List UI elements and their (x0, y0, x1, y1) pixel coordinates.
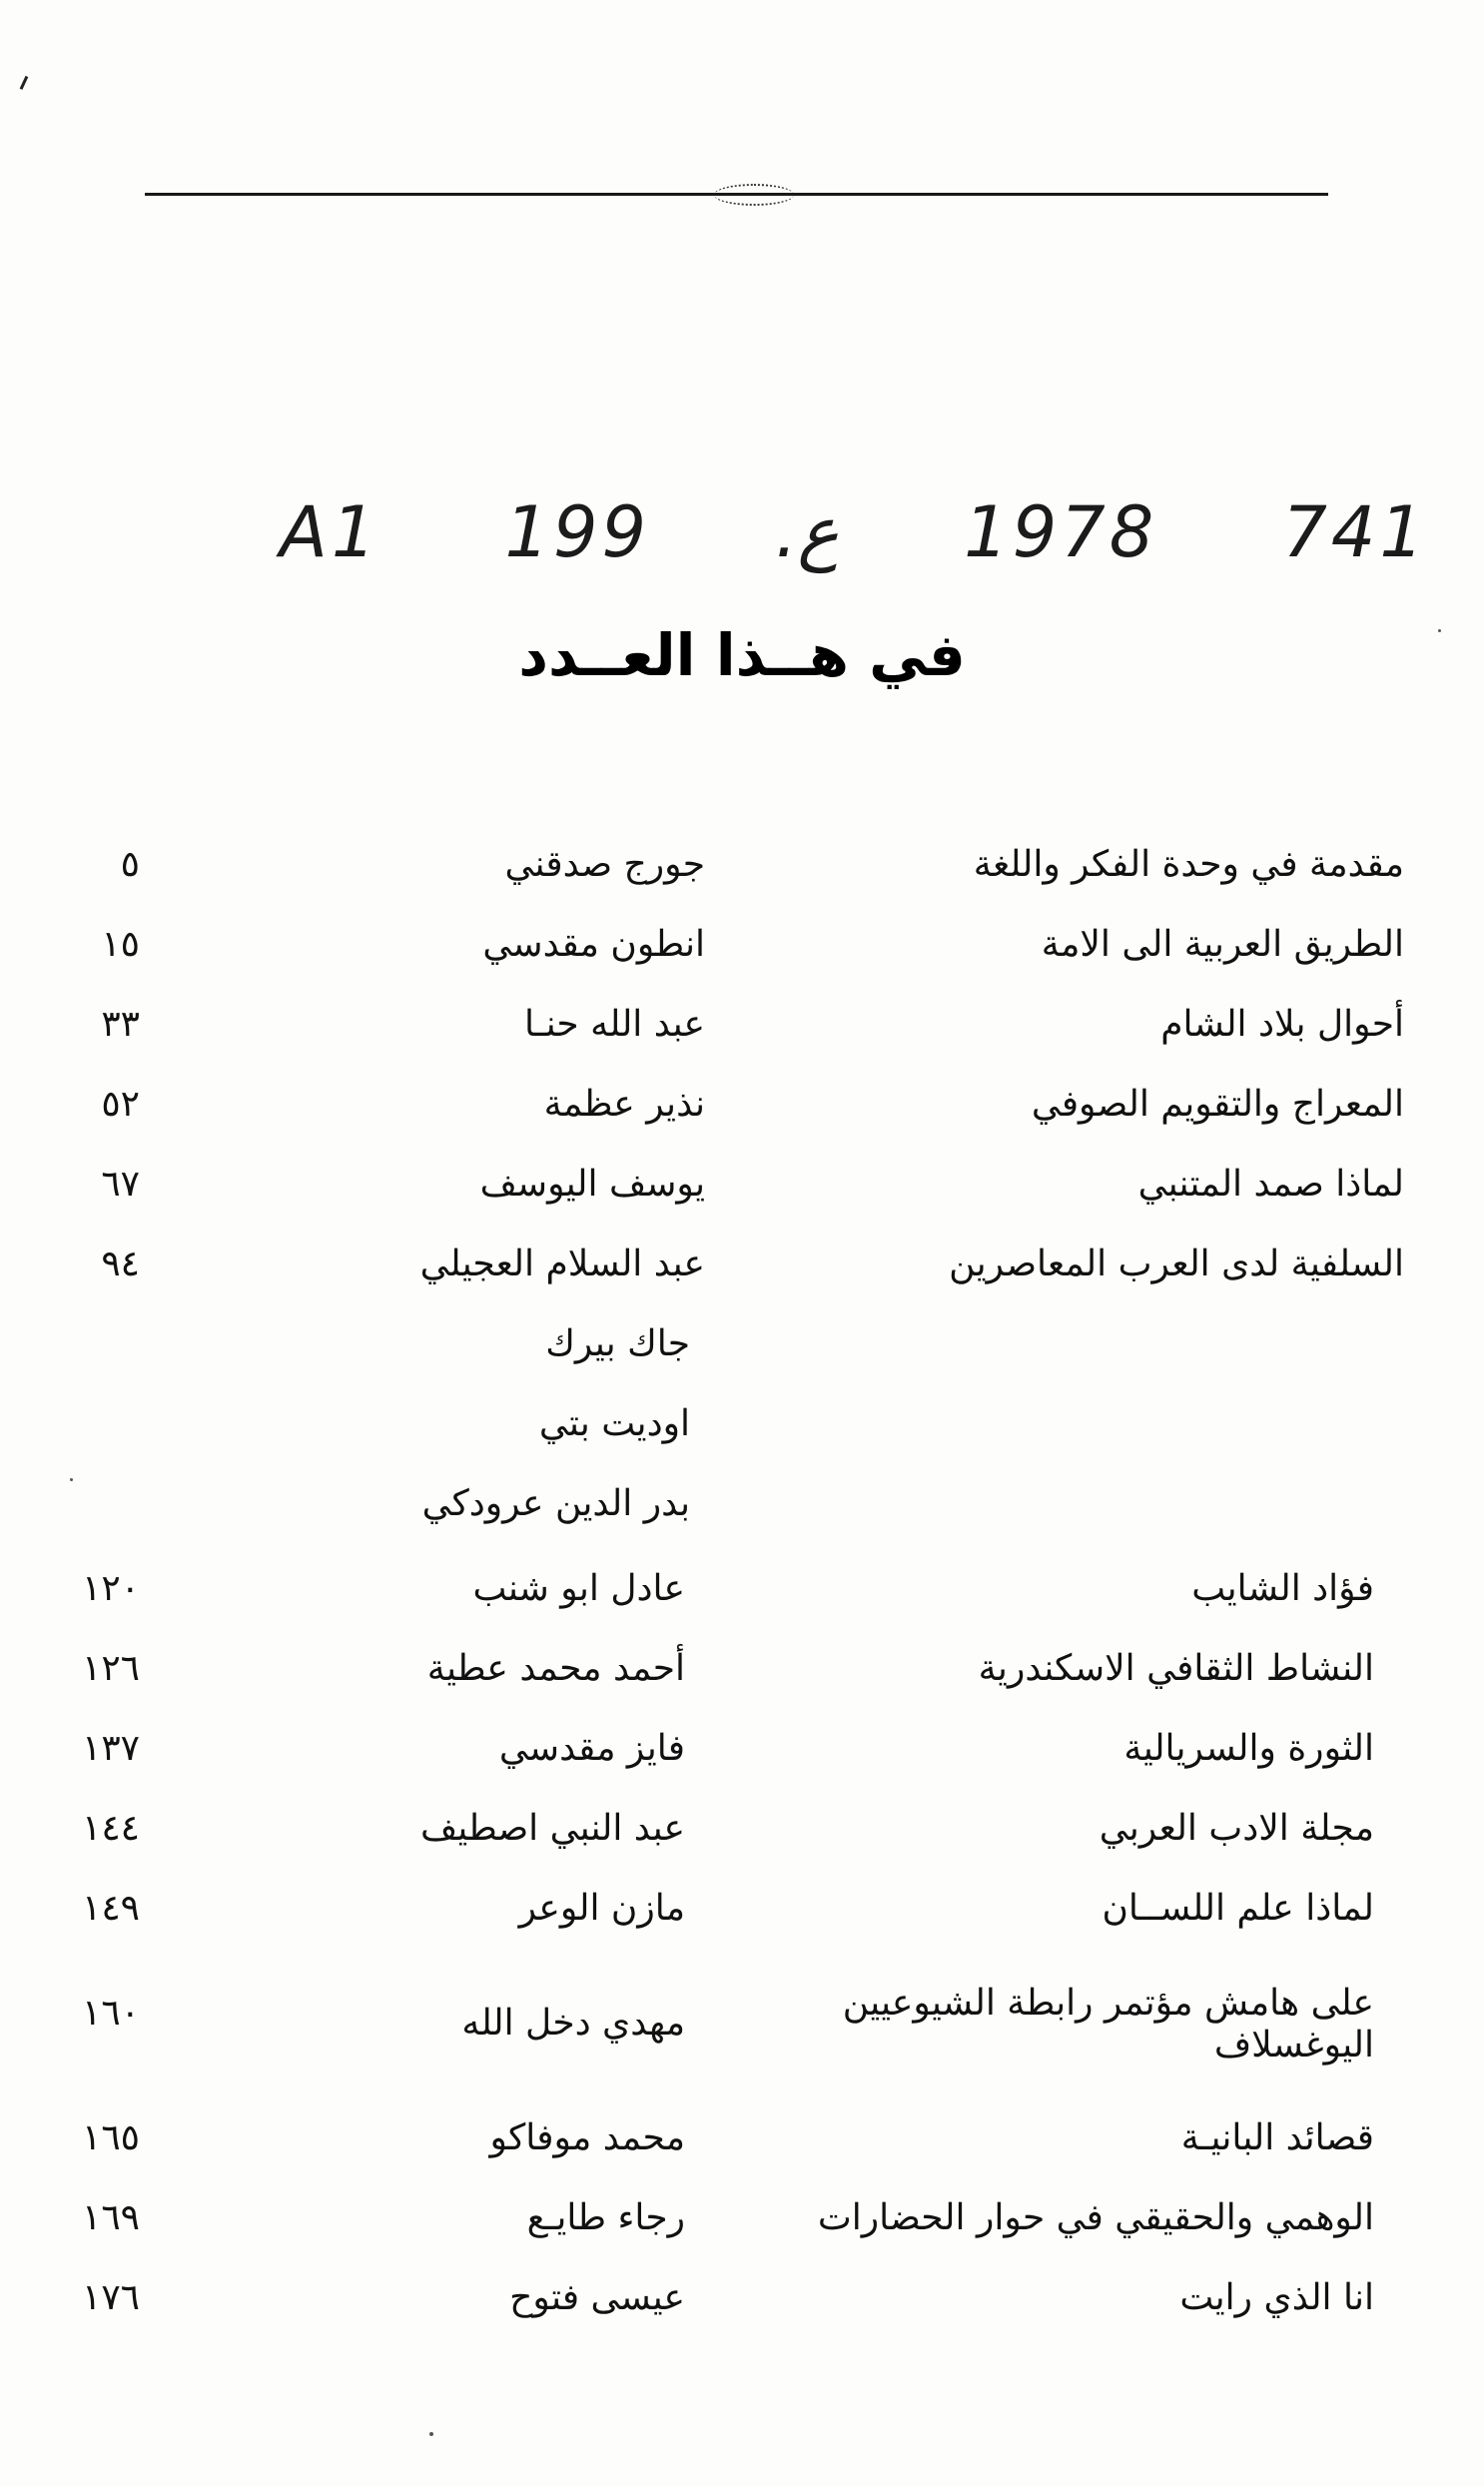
toc-page-number: ١٤٤ (81, 1808, 140, 1849)
toc-author: اوديت بتي (538, 1403, 690, 1444)
toc-row (0, 1808, 1484, 1878)
toc-article-title: السلفية لدى العرب المعاصرين (949, 1243, 1404, 1284)
toc-row (0, 1728, 1484, 1798)
toc-article-title: لماذا صمد المتنبي (1137, 1164, 1404, 1205)
toc-page-number: ١٦٥ (81, 2117, 140, 2158)
toc-article-title: مقدمة في وحدة الفكر واللغة (973, 844, 1404, 885)
toc-page-number: ١٣٧ (81, 1728, 140, 1769)
toc-row (0, 1648, 1484, 1718)
toc-author: جاك بيرك (545, 1323, 690, 1364)
toc-article-title: فؤاد الشايب (1191, 1568, 1374, 1609)
toc-author: يوسف اليوسف (479, 1164, 705, 1205)
toc-page-number: ١٦٩ (81, 2197, 140, 2238)
toc-author: أحمد محمد عطية (426, 1648, 685, 1689)
toc-row (0, 1243, 1484, 1313)
toc-article-title: لماذا علم اللســان (1102, 1888, 1374, 1929)
toc-article-title: قصائد البانيـة (1180, 2117, 1374, 2158)
toc-page-number: ٥٢ (101, 1084, 140, 1125)
toc-row (0, 1483, 1484, 1553)
toc-page-number: ١٧٦ (81, 2277, 140, 2318)
scan-speck (1438, 629, 1441, 632)
toc-article-title: أحوال بلاد الشام (1160, 1004, 1404, 1045)
toc-author: رجاء طايـع (526, 2197, 685, 2238)
toc-row (0, 2277, 1484, 2347)
toc-page-number: ١٥ (101, 924, 140, 965)
toc-author: جورج صدقني (504, 844, 705, 885)
toc-row (0, 1888, 1484, 1958)
toc-author: عبد السلام العجيلي (419, 1243, 705, 1284)
toc-author: مهدي دخل الله (461, 2003, 685, 2044)
toc-article-title: الثورة والسريالية (1123, 1728, 1374, 1769)
toc-page-number: ١٢٠ (81, 1568, 140, 1609)
code-part: 741 (1282, 491, 1428, 573)
toc-page-number: ٩٤ (101, 1243, 140, 1284)
toc-page-number: ١٢٦ (81, 1648, 140, 1689)
toc-article-title: الطريق العربية الى الامة (1041, 924, 1404, 965)
toc-author: نذير عظمة (543, 1084, 705, 1125)
toc-article-title: الوهمي والحقيقي في حوار الحضارات (817, 2197, 1374, 2238)
toc-article-title: النشاط الثقافي الاسكندرية (978, 1648, 1374, 1689)
toc-row (0, 1983, 1484, 2092)
toc-author: محمد موفاكو (489, 2117, 685, 2158)
toc-row (0, 1568, 1484, 1638)
code-part: 199 (504, 491, 651, 573)
toc-row (0, 924, 1484, 994)
toc-row (0, 1004, 1484, 1074)
toc-page-number: ١٦٠ (81, 1993, 140, 2034)
scan-speck (70, 1478, 73, 1481)
toc-row (0, 2197, 1484, 2267)
toc-row (0, 2117, 1484, 2187)
toc-article-title: على هامش مؤتمر رابطة الشيوعيين اليوغسلاف (842, 1983, 1374, 2066)
code-part: .ع (775, 491, 840, 573)
toc-page-number: ١٤٩ (81, 1888, 140, 1929)
code-part: 1978 (964, 491, 1158, 573)
toc-row (0, 1164, 1484, 1234)
toc-author: عيسى فتوح (509, 2277, 685, 2318)
toc-page-number: ٣٣ (101, 1004, 140, 1045)
toc-author: مازن الوعر (518, 1888, 685, 1929)
toc-row (0, 1403, 1484, 1473)
toc-page-number: ٦٧ (101, 1164, 140, 1205)
code-part: A1 (280, 491, 380, 573)
toc-row (0, 844, 1484, 914)
toc-row (0, 1323, 1484, 1393)
toc-author: عادل ابو شنب (472, 1568, 685, 1609)
toc-article-title: المعراج والتقويم الصوفي (1031, 1084, 1404, 1125)
page-title: في هــذا العــدد (518, 621, 966, 689)
toc-author: انطون مقدسي (482, 924, 705, 965)
toc-article-title: انا الذي رايت (1179, 2277, 1374, 2318)
toc-author: فايز مقدسي (498, 1728, 685, 1769)
toc-author: عبد الله حنـا (524, 1004, 705, 1045)
scan-speck (429, 2432, 433, 2436)
toc-author: عبد النبي اصطيف (419, 1808, 685, 1849)
toc-article-title: مجلة الادب العربي (1099, 1808, 1374, 1849)
toc-page-number: ٥ (120, 844, 140, 885)
toc-row (0, 1084, 1484, 1154)
toc-author: بدر الدين عرودكي (421, 1483, 690, 1524)
